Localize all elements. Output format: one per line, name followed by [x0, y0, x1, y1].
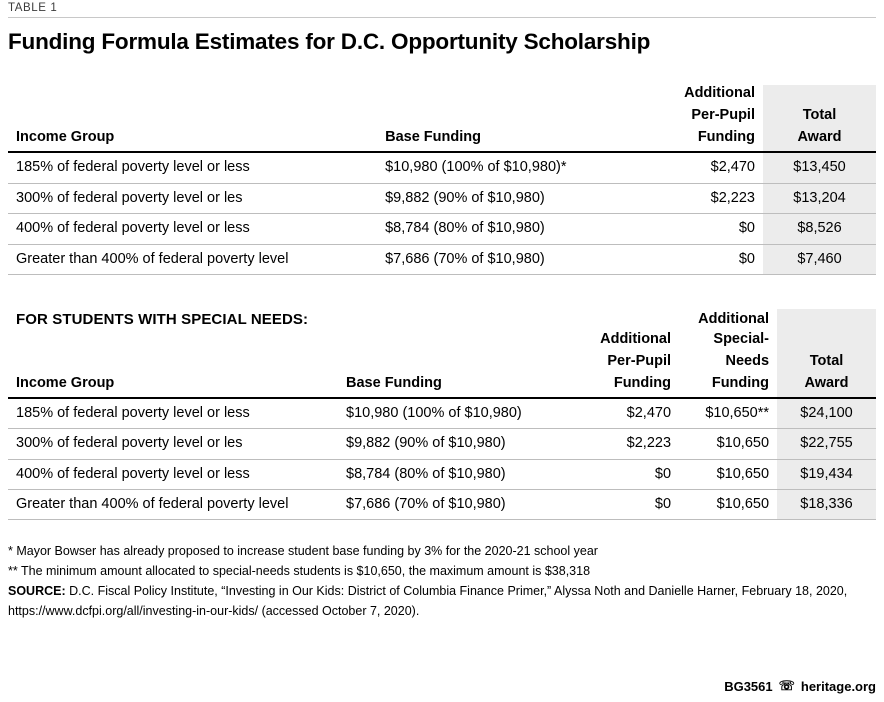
col-header-total-award-line1: Total	[777, 353, 876, 375]
source-line	[8, 582, 876, 602]
cell-additional-special-needs: $10,650**	[679, 398, 777, 429]
cell-additional-per-pupil: $0	[649, 214, 763, 244]
cell-total-award: $18,336	[777, 490, 876, 520]
section-header-row	[8, 309, 876, 331]
table-header-row-3	[8, 353, 876, 375]
col-header-total-award-line2: Award	[763, 129, 876, 152]
col-header-special-needs-line4: Funding	[711, 374, 770, 391]
col-header-special-needs-line2: Special-	[713, 330, 770, 347]
spacer-base-2	[338, 353, 581, 375]
col-header-additional-per-pupil-line1: Additional	[684, 85, 755, 101]
table-row	[8, 490, 876, 520]
page-title: Funding Formula Estimates for D.C. Opportunity Scholarship	[8, 29, 651, 54]
col-header-income-group: Income Group	[16, 374, 115, 391]
table-row	[8, 459, 876, 489]
table-notes	[8, 542, 876, 621]
col-header-income-group: Income Group	[16, 129, 115, 146]
table-row	[8, 398, 876, 429]
spacer-addl	[581, 309, 679, 331]
col-header-additional-per-pupil-line3: Funding	[697, 129, 755, 146]
col-header-additional-per-pupil-line2: Per-Pupil	[607, 352, 672, 369]
spacer-base	[338, 331, 581, 353]
col-header-additional-per-pupil-line3: Funding	[613, 374, 672, 391]
spacer-income-2	[8, 353, 338, 375]
table-header-row-4	[8, 375, 876, 398]
cell-income-group: Greater than 400% of federal poverty level	[8, 490, 338, 520]
source-text: D.C. Fiscal Policy Institute, “Investing in Our Kids: District of Columbia Finance Primer,” Alyssa Noth and Danielle Harner, February 18, 2020,	[65, 583, 848, 598]
table-header-row-2	[8, 331, 876, 353]
cell-additional-per-pupil: $0	[649, 244, 763, 274]
table-label: TABLE 1	[8, 2, 58, 14]
col-header-base-funding: Base Funding	[346, 374, 442, 391]
cell-base-funding: $7,686 (70% of $10,980)	[338, 490, 581, 520]
cell-income-group: 400% of federal poverty level or less	[8, 214, 377, 244]
col-header-special-needs-line3: Needs	[725, 352, 770, 369]
cell-additional-per-pupil: $2,223	[649, 183, 763, 213]
cell-total-award: $19,434	[777, 459, 876, 489]
spacer-total-2	[777, 331, 876, 353]
total-award-spacer	[763, 85, 876, 107]
cell-income-group: 300% of federal poverty level or les	[8, 429, 338, 459]
col-header-additional-per-pupil-line2: Per-Pupil	[691, 107, 755, 124]
brand-name[interactable]: heritage.org	[800, 678, 876, 694]
cell-income-group: 185% of federal poverty level or less	[8, 398, 338, 429]
cell-additional-per-pupil: $2,470	[649, 152, 763, 183]
cell-additional-per-pupil: $2,470	[581, 398, 679, 429]
document-id: BG3561	[724, 678, 773, 694]
cell-income-group: Greater than 400% of federal poverty level	[8, 244, 377, 274]
table-row	[8, 214, 876, 244]
cell-total-award: $22,755	[777, 429, 876, 459]
table-row	[8, 429, 876, 459]
cell-base-funding: $9,882 (90% of $10,980)	[338, 429, 581, 459]
cell-base-funding: $10,980 (100% of $10,980)	[338, 398, 581, 429]
cell-income-group: 400% of federal poverty level or less	[8, 459, 338, 489]
table-header-row	[8, 85, 876, 107]
cell-total-award: $13,450	[763, 152, 876, 183]
cell-base-funding: $9,882 (90% of $10,980)	[377, 183, 649, 213]
cell-base-funding: $8,784 (80% of $10,980)	[338, 459, 581, 489]
spacer-income	[8, 331, 338, 353]
funding-table-special-needs	[8, 309, 876, 521]
cell-total-award: $24,100	[777, 398, 876, 429]
col-header-base-funding: Base Funding	[385, 129, 481, 146]
cell-total-award: $13,204	[763, 183, 876, 213]
col-header-total-award-line2: Award	[777, 375, 876, 398]
table-row	[8, 183, 876, 213]
cell-base-funding: $10,980 (100% of $10,980)*	[377, 152, 649, 183]
source-label: SOURCE:	[8, 583, 66, 598]
col-header-total-award-line1: Total	[763, 107, 876, 129]
col-header-special-needs-line1: Additional	[698, 311, 770, 328]
source-url[interactable]: https://www.dcfpi.org/all/investing-in-our-kids/ (accessed October 7, 2020).	[8, 603, 420, 618]
cell-base-funding: $7,686 (70% of $10,980)	[377, 244, 649, 274]
header-divider	[8, 17, 876, 18]
table-row	[8, 244, 876, 274]
cell-additional-special-needs: $10,650	[679, 459, 777, 489]
cell-income-group: 300% of federal poverty level or les	[8, 183, 377, 213]
cell-additional-per-pupil: $0	[581, 459, 679, 489]
document-footer	[724, 678, 876, 694]
cell-additional-per-pupil: $2,223	[581, 429, 679, 459]
footnote-1: * Mayor Bowser has already proposed to increase student base funding by 3% for the 2020-21 school year	[8, 544, 598, 559]
col-header-additional-per-pupil-line1: Additional	[600, 330, 672, 347]
heritage-logo-icon: ☏	[778, 678, 795, 693]
cell-total-award: $8,526	[763, 214, 876, 244]
cell-additional-special-needs: $10,650	[679, 490, 777, 520]
cell-additional-special-needs: $10,650	[679, 429, 777, 459]
table-row	[8, 152, 876, 183]
cell-total-award: $7,460	[763, 244, 876, 274]
funding-table-standard	[8, 85, 876, 275]
cell-income-group: 185% of federal poverty level or less	[8, 152, 377, 183]
cell-base-funding: $8,784 (80% of $10,980)	[377, 214, 649, 244]
spacer-total	[777, 309, 876, 331]
cell-additional-per-pupil: $0	[581, 490, 679, 520]
footnote-2: ** The minimum amount allocated to special-needs students is $10,650, the maximum amount is $38,318	[8, 564, 591, 579]
section-title-special-needs: FOR STUDENTS WITH SPECIAL NEEDS:	[16, 310, 309, 328]
